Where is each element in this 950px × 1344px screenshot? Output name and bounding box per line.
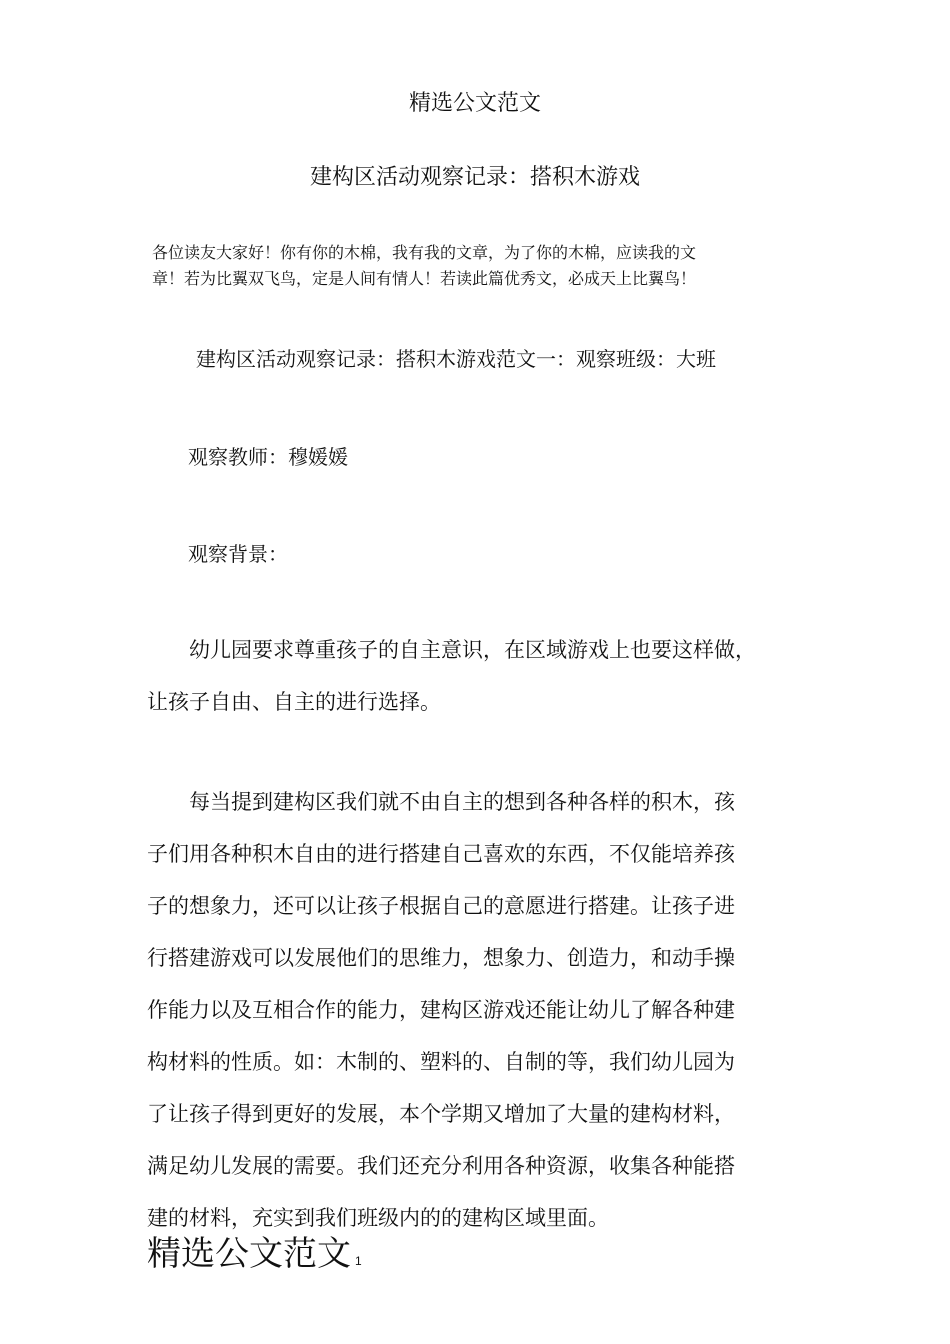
paragraph-line: 子们用各种积木自由的进行搭建自己喜欢的东西，不仅能培养孩 <box>147 842 735 866</box>
body-paragraph-1 <box>147 624 847 728</box>
intro-line: 章！若为比翼双飞鸟，定是人间有情人！若读此篇优秀文，必成天上比翼鸟！ <box>152 269 697 288</box>
page-number: 1 <box>355 1254 362 1268</box>
paragraph-line: 幼儿园要求尊重孩子的自主意识，在区域游戏上也要这样做， <box>189 638 756 662</box>
paragraph-line: 让孩子自由、自主的进行选择。 <box>147 690 441 714</box>
paragraph-line: 构材料的性质。如：木制的、塑料的、自制的等，我们幼儿园为 <box>147 1050 735 1074</box>
paragraph-line: 子的想象力，还可以让孩子根据自己的意愿进行搭建。让孩子进 <box>147 894 735 918</box>
paragraph-line: 行搭建游戏可以发展他们的思维力，想象力、创造力，和动手操 <box>147 946 735 970</box>
paragraph-line: 满足幼儿发展的需要。我们还充分利用各种资源，收集各种能搭 <box>147 1154 735 1178</box>
page-footer <box>147 1226 362 1275</box>
page-header: 精选公文范文 <box>408 91 541 116</box>
intro-line: 各位读友大家好！你有你的木棉，我有我的文章，为了你的木棉，应读我的文 <box>152 243 697 262</box>
teacher-line: 观察教师：穆媛媛 <box>188 445 348 469</box>
document-title: 建构区活动观察记录：搭积木游戏 <box>309 165 640 190</box>
class-line: 建构区活动观察记录：搭积木游戏范文一：观察班级：大班 <box>196 347 716 371</box>
paragraph-line: 建的材料，充实到我们班级内的的建构区域里面。 <box>147 1206 609 1230</box>
paragraph-line: 了让孩子得到更好的发展，本个学期又增加了大量的建构材料， <box>147 1102 735 1126</box>
footer-text: 精选公文范文 <box>147 1234 351 1274</box>
intro-paragraph <box>152 240 822 292</box>
paragraph-line: 每当提到建构区我们就不由自主的想到各种各样的积木，孩 <box>189 790 735 814</box>
body-paragraph-2 <box>147 776 847 1244</box>
background-heading: 观察背景： <box>188 542 288 566</box>
paragraph-line: 作能力以及互相合作的能力，建构区游戏还能让幼儿了解各种建 <box>147 998 735 1022</box>
